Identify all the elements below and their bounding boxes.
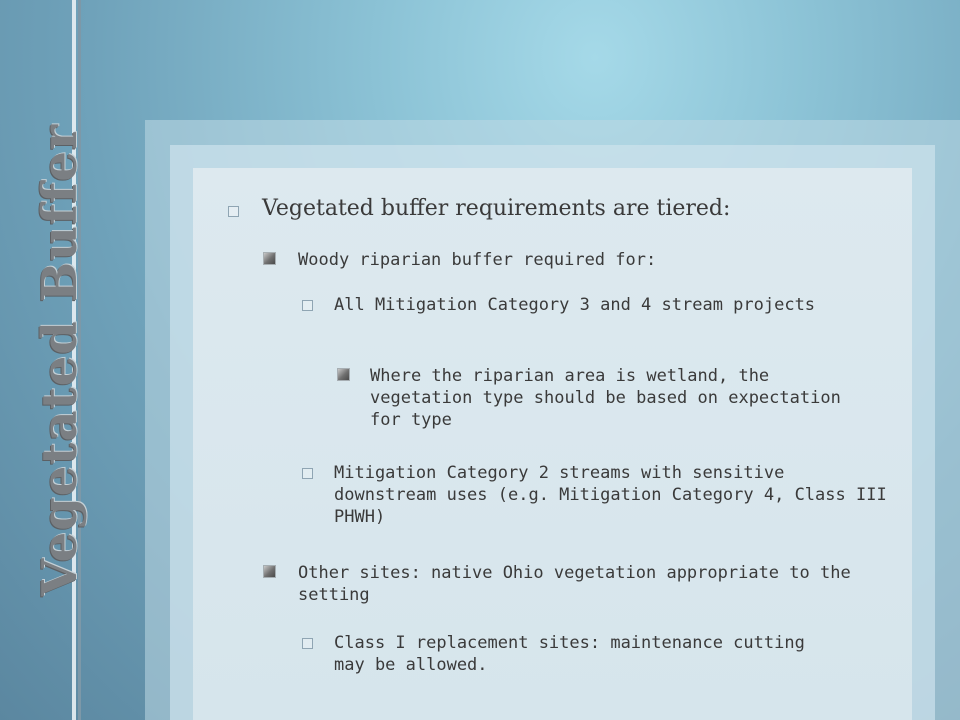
bullet-text: Vegetated buffer requirements are tiered: [262,196,731,221]
bullet-level1 [262,196,902,221]
bullet-level3 [334,462,894,528]
box-bullet-icon [228,206,239,217]
bullet-level3 [334,632,844,676]
box-bullet-icon [302,300,313,311]
bullet-text: All Mitigation Category 3 and 4 stream projects [334,295,816,315]
bullet-text: Other sites: native Ohio vegetation appropriate to the setting [298,563,851,605]
square-bullet-icon [264,566,275,577]
bullet-text: Where the riparian area is wetland, the vegetation type should be based on expectation for type [370,366,841,430]
square-bullet-icon [264,253,275,264]
bullet-level3 [334,294,864,316]
square-bullet-icon [338,369,349,380]
bullet-text: Class I replacement sites: maintenance cutting may be allowed. [334,633,805,675]
box-bullet-icon [302,638,313,649]
box-bullet-icon [302,468,313,479]
bullet-text: Woody riparian buffer required for: [298,250,657,270]
bullet-level4 [370,365,870,431]
slide-title: Vegetated Buffer [32,123,88,597]
bullet-level2 [298,562,888,606]
bullet-level2 [298,249,898,271]
bullet-text: Mitigation Category 2 streams with sensitive downstream uses (e.g. Mitigation Category 4, Class III PHWH) [334,463,887,527]
